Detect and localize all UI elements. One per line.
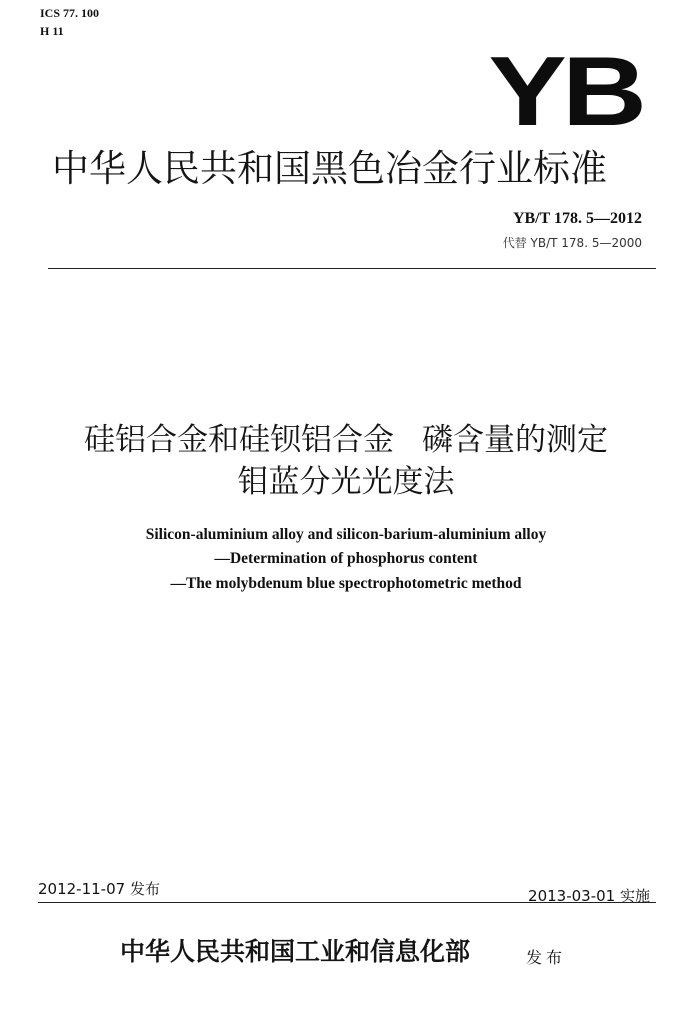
yb-logo: YB bbox=[488, 36, 642, 146]
ics-classification bbox=[40, 4, 99, 40]
issued-label: 发布 bbox=[526, 948, 567, 967]
footer-divider bbox=[38, 902, 656, 903]
ics-code: ICS 77. 100 bbox=[40, 6, 100, 20]
document-title-en-line3: —The molybdenum blue spectrophotometric method bbox=[170, 575, 522, 592]
implementation-date: 2013-03-01 实施 bbox=[528, 887, 650, 905]
issuing-authority: 中华人民共和国工业和信息化部 bbox=[120, 937, 471, 966]
document-title-zh-line1 bbox=[0, 420, 692, 460]
class-code: H 11 bbox=[40, 24, 64, 38]
document-title-en-line2: —Determination of phosphorus content bbox=[214, 550, 478, 567]
document-title-zh-line2: 钼蓝分光光度法 bbox=[237, 464, 455, 500]
replaces-standard: 代替 YB/T 178. 5—2000 bbox=[502, 236, 642, 250]
title-zh-part2: 磷含量的测定 bbox=[422, 422, 608, 458]
issue-date: 2012-11-07 发布 bbox=[38, 880, 160, 898]
header-divider bbox=[48, 268, 656, 269]
industry-standard-title: 中华人民共和国黑色冶金行业标准 bbox=[52, 147, 607, 190]
standard-number: YB/T 178. 5—2012 bbox=[512, 210, 642, 227]
title-zh-part1: 硅铝合金和硅钡铝合金 bbox=[84, 422, 394, 458]
document-title-en-line1: Silicon-aluminium alloy and silicon-barium-aluminium alloy bbox=[145, 526, 547, 543]
